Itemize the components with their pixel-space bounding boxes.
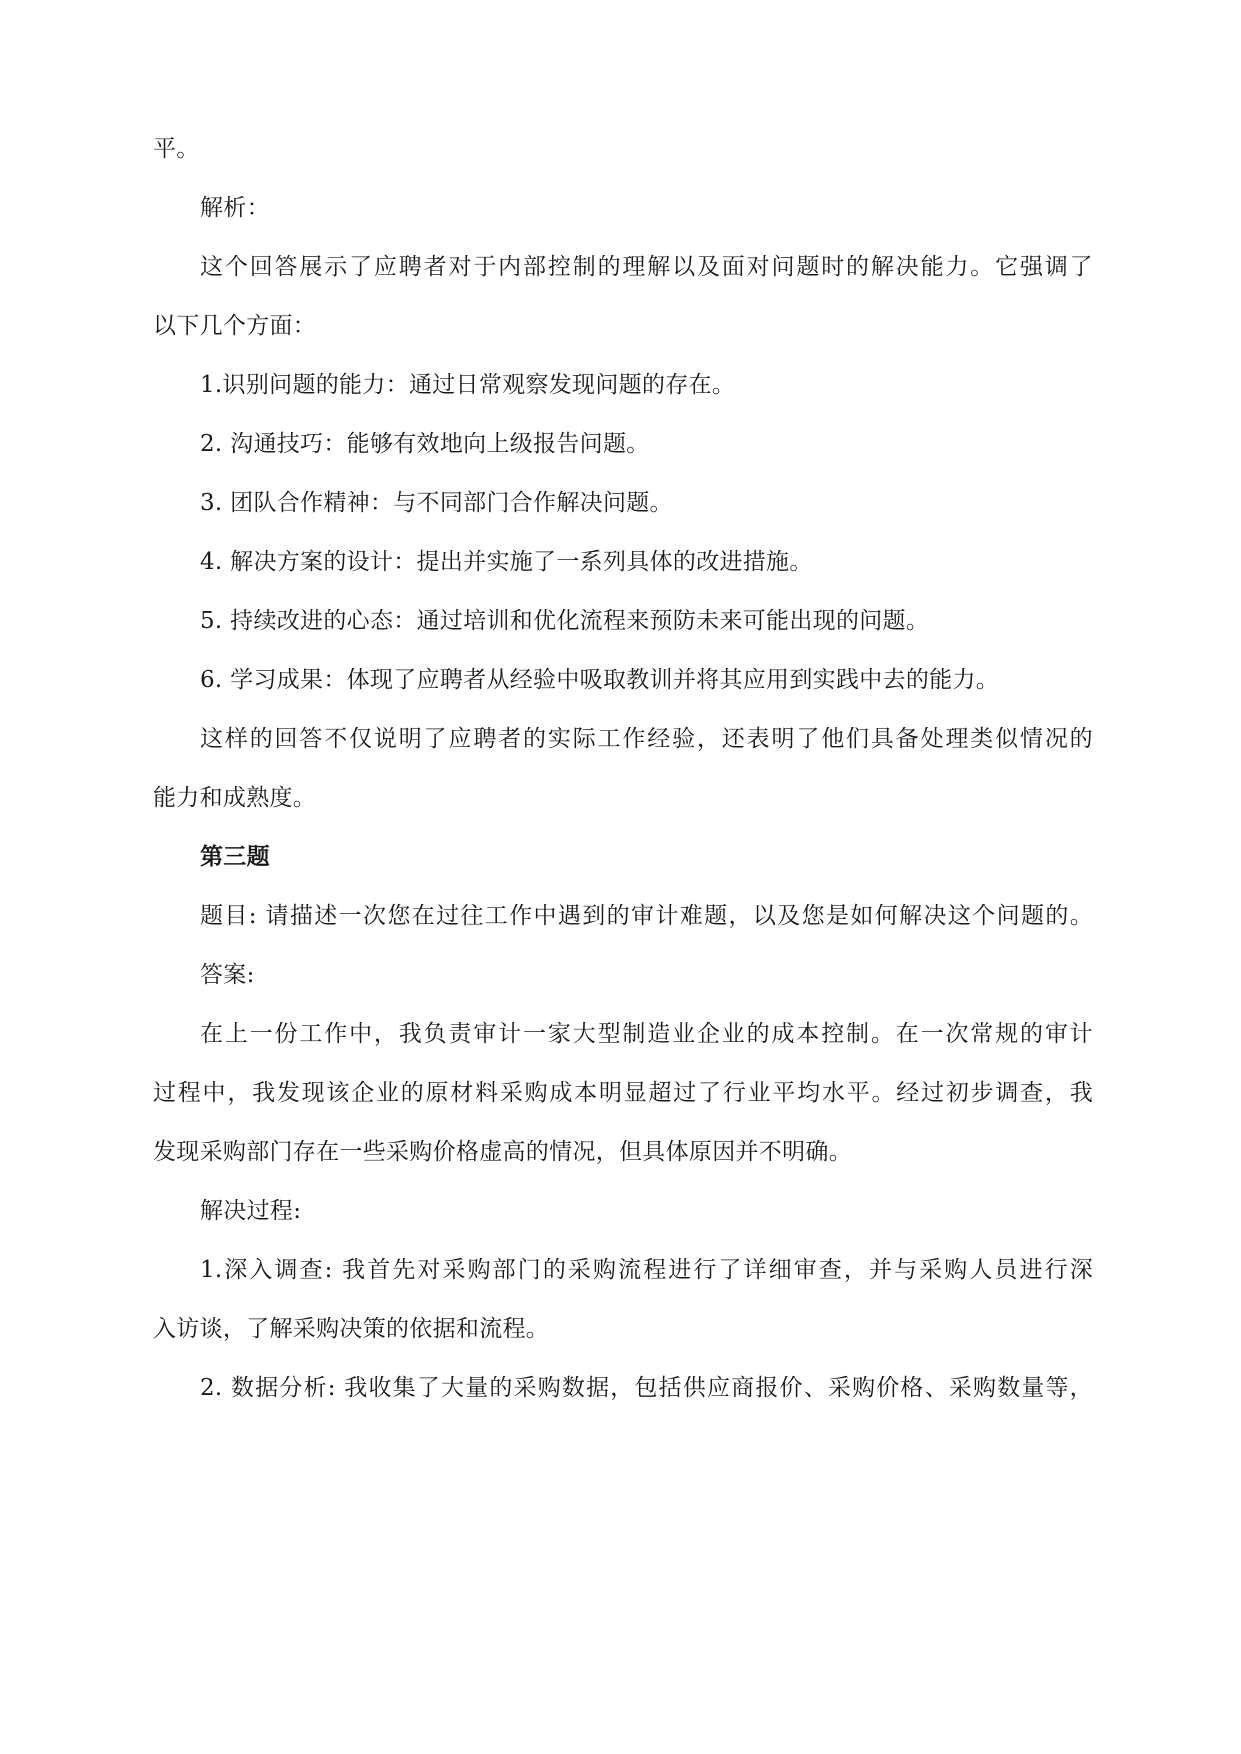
answer-paragraph-line-2: 过程中，我发现该企业的原材料采购成本明显超过了行业平均水平。经过初步调查，我 bbox=[153, 1080, 1093, 1106]
list-item-5: 5. 持续改进的心态：通过培训和优化流程来预防未来可能出现的问题。 bbox=[200, 608, 930, 634]
summary-paragraph-line-2: 能力和成熟度。 bbox=[153, 785, 317, 811]
summary-paragraph-line-1: 这样的回答不仅说明了应聘者的实际工作经验，还表明了他们具备处理类似情况的 bbox=[200, 726, 1093, 752]
analysis-paragraph-line-1: 这个回答展示了应聘者对于内部控制的理解以及面对问题时的解决能力。它强调了 bbox=[200, 254, 1093, 280]
list-item-4: 4. 解决方案的设计：提出并实施了一系列具体的改进措施。 bbox=[200, 549, 813, 575]
answer-paragraph-line-3: 发现采购部门存在一些采购价格虚高的情况，但具体原因并不明确。 bbox=[153, 1139, 852, 1165]
section-heading: 第三题 bbox=[200, 844, 270, 870]
answer-heading: 答案: bbox=[200, 962, 255, 988]
list-item-1: 1.识别问题的能力：通过日常观察发现问题的存在。 bbox=[200, 372, 736, 398]
list-item-6: 6. 学习成果：体现了应聘者从经验中吸取教训并将其应用到实践中去的能力。 bbox=[200, 667, 1000, 693]
question-line: 题目: 请描述一次您在过往工作中遇到的审计难题，以及您是如何解决这个问题的。 bbox=[200, 903, 1093, 929]
analysis-paragraph-line-2: 以下几个方面： bbox=[153, 313, 317, 339]
text-line-continuation: 平。 bbox=[153, 136, 200, 162]
analysis-heading: 解析： bbox=[200, 195, 270, 221]
process-item-1-line-2: 入访谈，了解采购决策的依据和流程。 bbox=[153, 1316, 550, 1342]
process-heading: 解决过程: bbox=[200, 1198, 302, 1224]
list-item-3: 3. 团队合作精神：与不同部门合作解决问题。 bbox=[200, 490, 673, 516]
process-item-2-line-1: 2. 数据分析: 我收集了大量的采购数据，包括供应商报价、采购价格、采购数量等， bbox=[200, 1375, 1093, 1401]
answer-paragraph-line-1: 在上一份工作中，我负责审计一家大型制造业企业的成本控制。在一次常规的审计 bbox=[200, 1021, 1093, 1047]
list-item-2: 2. 沟通技巧：能够有效地向上级报告问题。 bbox=[200, 431, 650, 457]
process-item-1-line-1: 1.深入调查: 我首先对采购部门的采购流程进行了详细审查，并与采购人员进行深 bbox=[200, 1257, 1093, 1283]
